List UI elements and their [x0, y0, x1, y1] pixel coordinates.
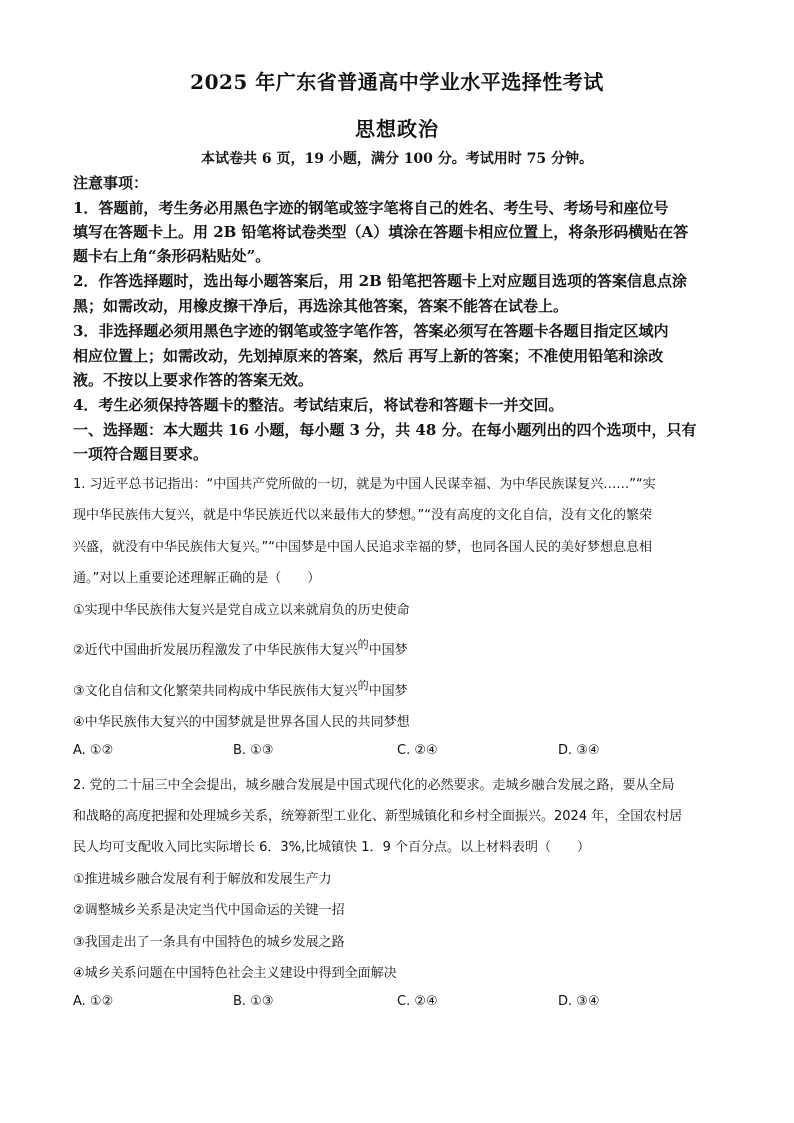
- question-2-option-b: B. ①③: [233, 994, 274, 1009]
- statement-text: ②近代中国曲折发展历程激发了中华民族伟大复兴: [73, 643, 358, 658]
- question-1-option-d: D. ③④: [558, 743, 600, 758]
- question-1-statement: [73, 677, 733, 699]
- question-2-statement: ③我国走出了一条具有中国特色的城乡发展之路: [73, 935, 345, 950]
- notice-line: 相应位置上；如需改动，先划掉原来的答案，然后 再写上新的答案；不准使用铅笔和涂改: [73, 347, 664, 365]
- question-1-stem: 1. 习近平总书记指出：“中国共产党所做的一切，就是为中国人民谋幸福、为中华民族谋复兴……”“实: [73, 477, 656, 492]
- question-2-option-a: A. ①②: [73, 994, 114, 1009]
- question-1-option-c: C. ②④: [397, 743, 438, 758]
- notice-line: 黑；如需改动，用橡皮擦干净后，再选涂其他答案，答案不能答在试卷上。: [73, 297, 569, 315]
- statement-text: ①实现中华民族伟大复兴是党自成立以来就肩负的历史使命: [73, 603, 410, 618]
- question-2-statement: ④城乡关系问题在中国特色社会主义建设中得到全面解决: [73, 966, 397, 981]
- question-1-statement: [73, 636, 733, 658]
- section-heading: 一、选择题：本大题共 16 小题，每小题 3 分，共 48 分。在每小题列出的四个选项中，只有: [73, 421, 697, 439]
- notice-line: 液。不按以上要求作答的答案无效。: [73, 371, 314, 389]
- question-2-stem: 2. 党的二十届三中全会提出，城乡融合发展是中国式现代化的必然要求。走城乡融合发展之路，要从全局: [73, 778, 675, 793]
- subject-title: 思想政治: [355, 117, 439, 141]
- notice-line: 题卡右上角“条形码粘贴处”。: [73, 247, 271, 265]
- notice-line: 填写在答题卡上。用 2B 铅笔将试卷类型（A）填涂在答题卡相应位置上，将条形码横贴在答: [73, 223, 689, 241]
- statement-text: 中国梦: [368, 643, 408, 658]
- question-1-statement: [73, 599, 733, 618]
- statement-superscript: 的: [357, 638, 369, 651]
- section-heading: 一项符合题目要求。: [73, 445, 209, 463]
- question-1-option-b: B. ①③: [233, 743, 274, 758]
- question-2-option-c: C. ②④: [397, 994, 438, 1009]
- notice-line: 1．答题前，考生务必用黑色字迹的钢笔或签字笔将自己的姓名、考生号、考场号和座位号: [73, 199, 669, 217]
- statement-text: ④中华民族伟大复兴的中国梦就是世界各国人民的共同梦想: [73, 715, 410, 730]
- question-1-stem: 通。”对以上重要论述理解正确的是（ ）: [73, 571, 321, 586]
- question-2-stem: 民人均可支配收入同比实际增长 6．3%,比城镇快 1．9 个百分点。以上材料表明（ ）: [73, 840, 590, 855]
- question-2-stem: 和战略的高度把握和处理城乡关系，统筹新型工业化、新型城镇化和乡村全面振兴。2024 年，全国农村居: [73, 809, 683, 824]
- question-1-option-a: A. ①②: [73, 743, 114, 758]
- notice-line: 4．考生必须保持答题卡的整洁。考试结束后，将试卷和答题卡一并交回。: [73, 396, 564, 414]
- question-1-statement: [73, 711, 733, 730]
- notice-heading: 注意事项：: [73, 174, 149, 192]
- notice-line: 3．非选择题必须用黑色字迹的钢笔或签字笔作答，答案必须写在答题卡各题目指定区域内: [73, 322, 669, 340]
- exam-intro: 本试卷共 6 页，19 小题，满分 100 分。考试用时 75 分钟。: [200, 151, 594, 167]
- question-2-statement: ①推进城乡融合发展有利于解放和发展生产力: [73, 872, 332, 887]
- statement-superscript: 的: [357, 679, 369, 692]
- statement-text: ③文化自信和文化繁荣共同构成中华民族伟大复兴: [73, 684, 358, 699]
- question-1-stem: 现中华民族伟大复兴，就是中华民族近代以来最伟大的梦想。”“没有高度的文化自信，没有文化的繁荣: [73, 508, 652, 523]
- question-2-statement: ②调整城乡关系是决定当代中国命运的关键一招: [73, 903, 345, 918]
- notice-line: 2．作答选择题时，选出每小题答案后，用 2B 铅笔把答题卡上对应题目选项的答案信息点涂: [73, 272, 688, 290]
- question-1-stem: 兴盛，就没有中华民族伟大复兴。”“中国梦是中国人民追求幸福的梦，也同各国人民的美好梦想息息相: [73, 540, 652, 555]
- statement-text: 中国梦: [368, 684, 408, 699]
- question-2-option-d: D. ③④: [558, 994, 600, 1009]
- exam-title: 2025 年广东省普通高中学业水平选择性考试: [190, 70, 604, 94]
